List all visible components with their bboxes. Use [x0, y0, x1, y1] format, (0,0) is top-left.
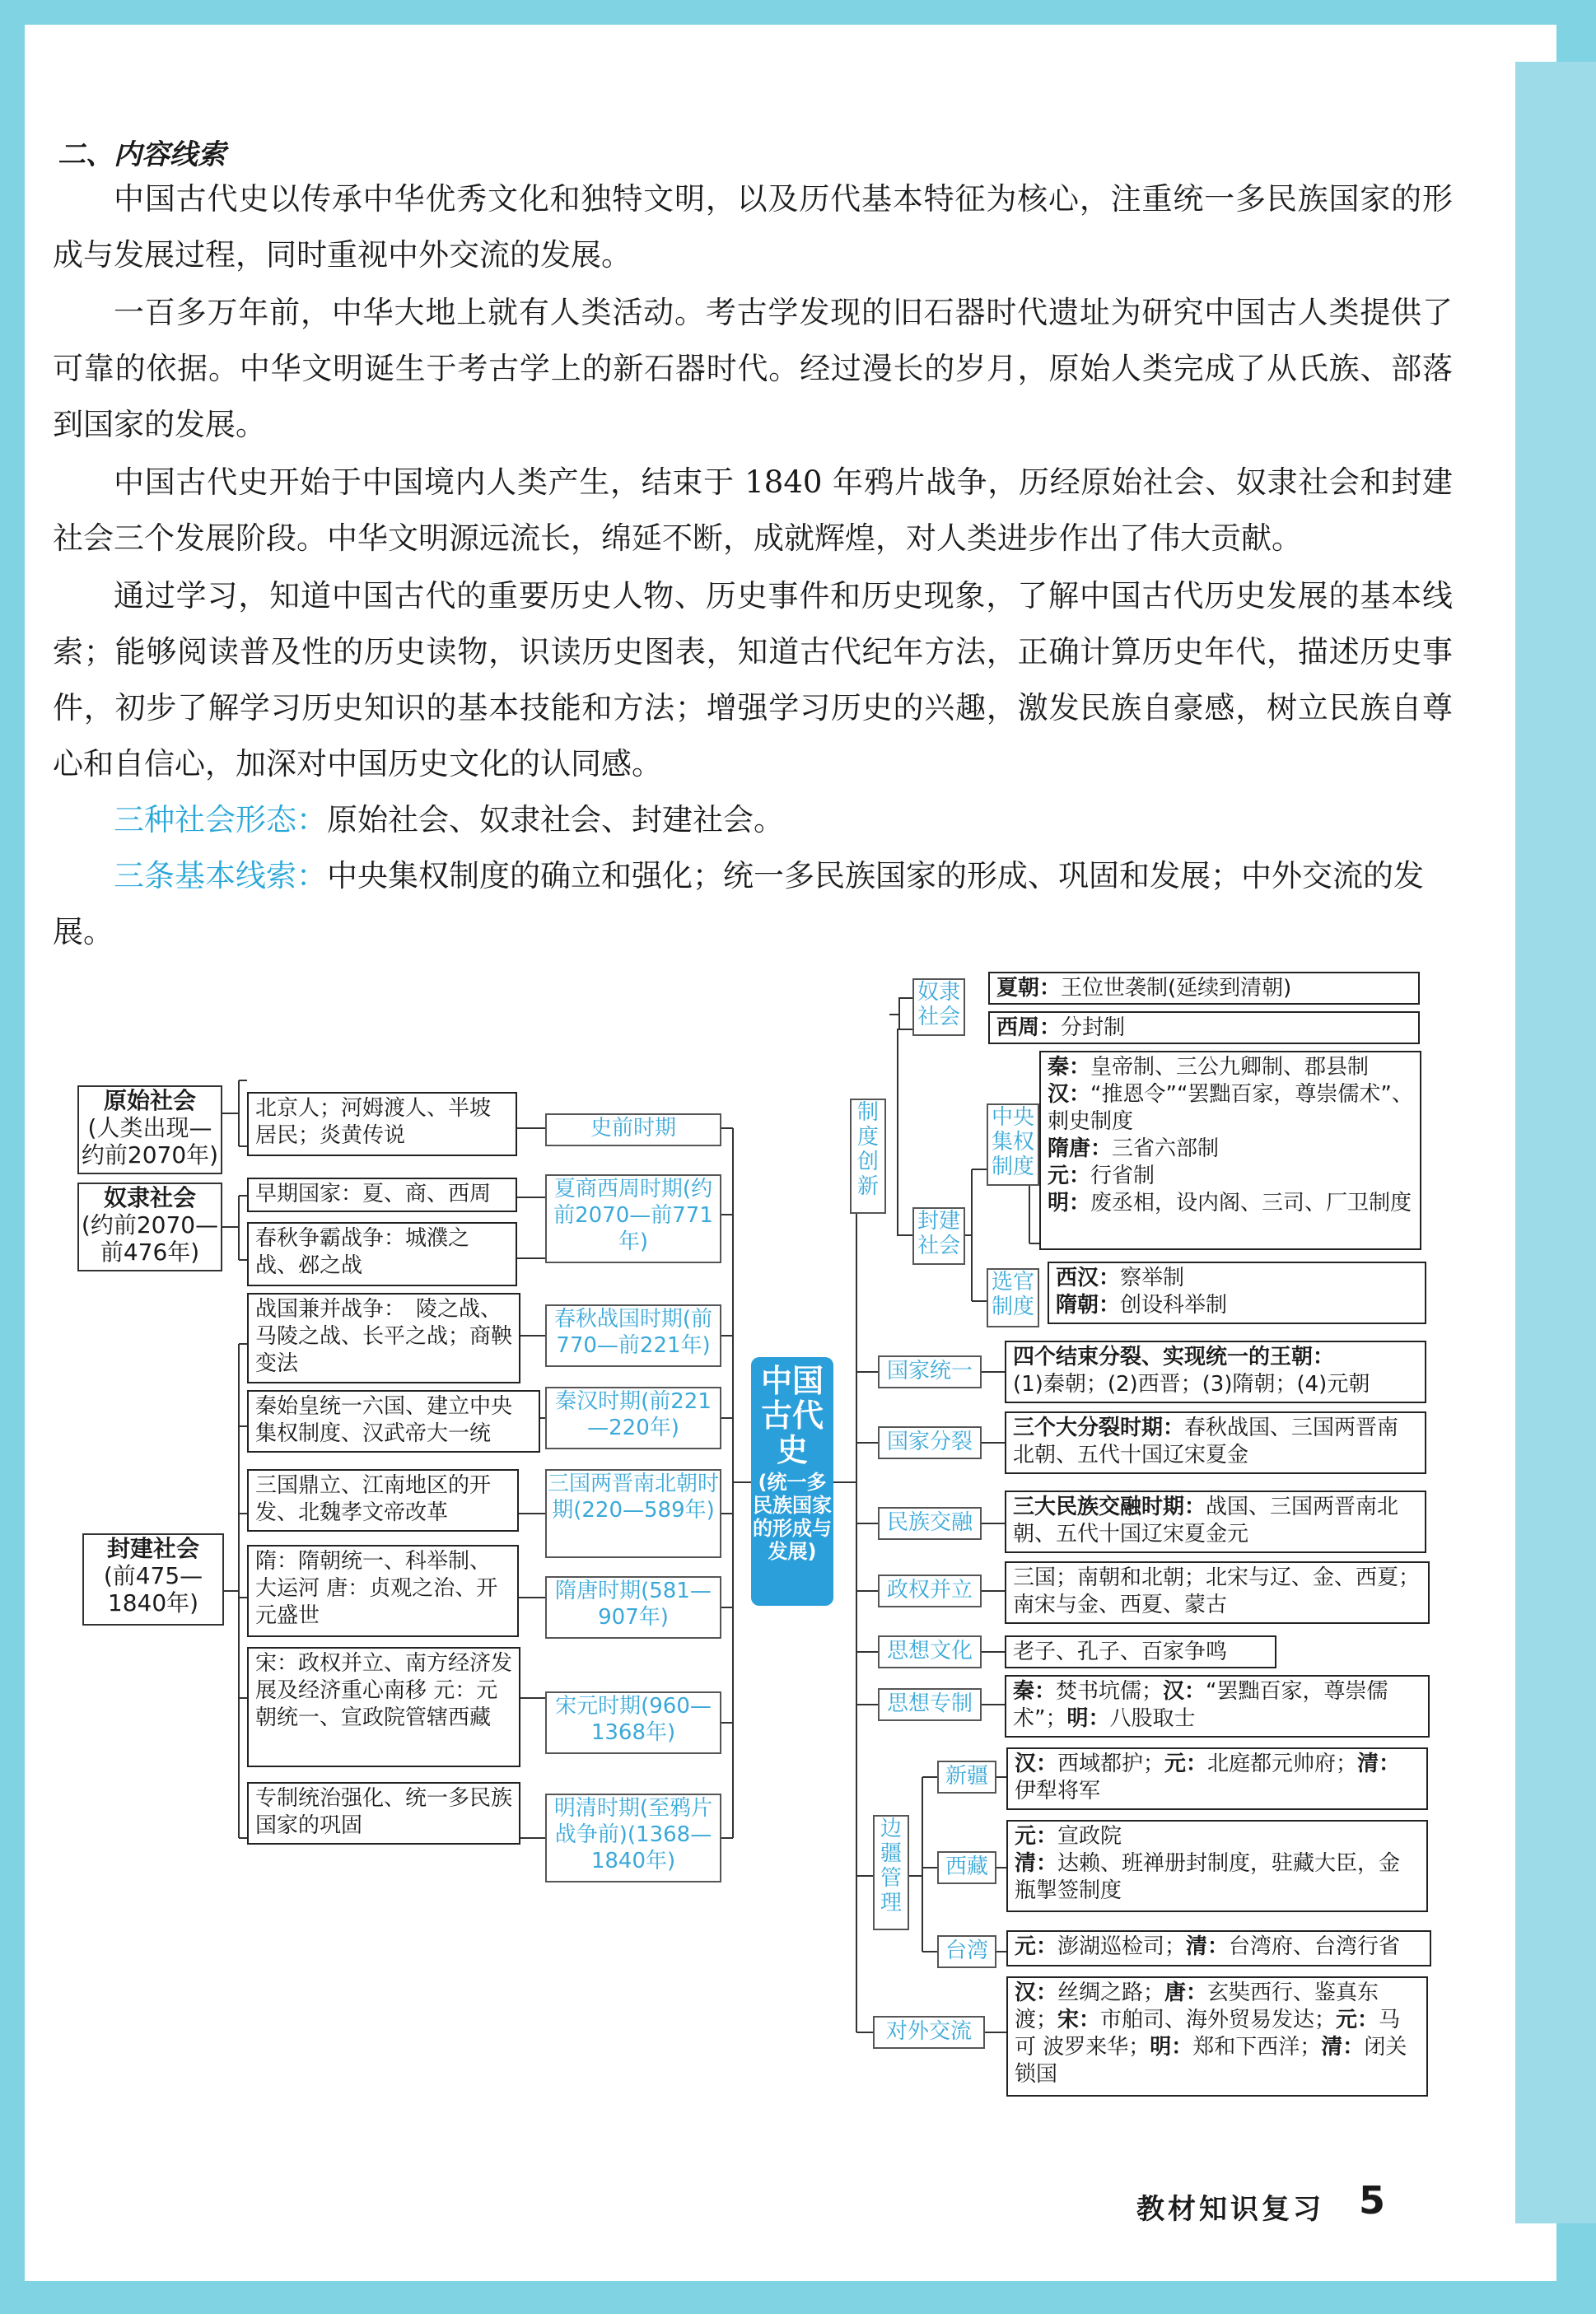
paragraph-1: 中国古代史以传承中华优秀文化和独特文明，以及历代基本特征为核心，注重统一多民族国家的形成与发展过程，同时重视中外交流的发展。 — [53, 181, 1453, 273]
fenlie-text: 春秋战国、三国两晋南北朝、五代十国辽宋夏金 — [1013, 1416, 1399, 1467]
duiwai-label: 元： — [1336, 2008, 1379, 2032]
ming-label: 明： — [1048, 1191, 1091, 1215]
period-box: 明清时期(至鸦片战争前)(1368—1840年) — [545, 1794, 721, 1882]
sixiang-box: 老子、孔子、百家争鸣 — [1005, 1635, 1276, 1668]
zhuanzhi-label: 汉： — [1163, 1679, 1206, 1704]
taiwan-label: 元： — [1015, 1934, 1058, 1959]
xizang-box — [1006, 1820, 1428, 1912]
society-note: (约前2070—前476年) — [81, 1211, 219, 1266]
tongyi-label: 四个结束分裂、实现统一的王朝： — [1013, 1345, 1335, 1369]
zhuanzhi-box — [1005, 1675, 1430, 1738]
bingli-box: 三国；南朝和北朝；北宋与辽、金、西夏；南宋与金、西夏、蒙古 — [1005, 1561, 1430, 1624]
event-box: 三国鼎立、江南地区的开发、北魏孝文帝改革 — [247, 1469, 519, 1532]
jiaorong-text: 战国、三国两晋南北朝、五代十国辽宋夏金元 — [1013, 1495, 1399, 1547]
xinjiang-text: 西域都护； — [1057, 1752, 1165, 1776]
xihan-text: 察举制 — [1120, 1266, 1185, 1290]
han-text: “推恩令”“罢黜百家，尊崇儒术”、刺史制度 — [1048, 1082, 1413, 1134]
xia-label: 夏朝： — [996, 976, 1062, 1001]
qin-line — [1048, 1054, 1413, 1081]
xizang-label: 元： — [1015, 1824, 1058, 1849]
label-tongyi: 国家统一 — [878, 1355, 982, 1388]
suichao-label: 隋朝： — [1056, 1293, 1121, 1318]
period-box: 秦汉时期(前221—220年) — [545, 1387, 721, 1449]
xinjiang-text: 北庭都元帅府； — [1207, 1752, 1358, 1776]
label-zhidu: 制度创新 — [850, 1099, 886, 1214]
xinjiang-label: 汉： — [1015, 1752, 1058, 1776]
duiwai-text: 市舶司、海外贸易发达； — [1100, 2008, 1337, 2032]
zhuanzhi-label: 明： — [1066, 1706, 1110, 1731]
page-number: 5 — [1359, 2178, 1386, 2223]
taiwan-label: 清： — [1186, 1934, 1230, 1959]
ming-line — [1048, 1190, 1413, 1217]
event-box: 战国兼并战争： 陵之战、马陵之战、长平之战；商鞅变法 — [247, 1293, 520, 1383]
zhuanzhi-label: 秦： — [1013, 1679, 1057, 1704]
society-primitive — [77, 1085, 222, 1174]
suichao-text: 创设科举制 — [1120, 1293, 1228, 1318]
label-xinjiang: 新疆 — [937, 1761, 996, 1794]
xizhou-text: 分封制 — [1061, 1015, 1126, 1040]
xinjiang-label: 清： — [1357, 1752, 1401, 1776]
key-point-text: 原始社会、奴隶社会、封建社会。 — [327, 802, 784, 837]
xuanguan-box — [1048, 1262, 1426, 1324]
label-taiwan: 台湾 — [937, 1935, 996, 1968]
suitang-text: 三省六部制 — [1112, 1136, 1220, 1161]
suichao-line — [1056, 1292, 1418, 1319]
key-point-text: 中央集权制度的确立和强化；统一多民族国家的形成、巩固和发展；中外交流的发展。 — [53, 858, 1424, 949]
event-box: 隋：隋朝统一、科举制、大运河 唐：贞观之治、开元盛世 — [247, 1545, 519, 1637]
zhuanzhi-text: “罢黜百家，尊崇儒术”； — [1013, 1679, 1388, 1731]
label-xizang: 西藏 — [937, 1851, 996, 1884]
zhongyang-box — [1039, 1051, 1421, 1250]
label-jiaorong: 民族交融 — [878, 1507, 982, 1540]
duiwai-text: 马可 波罗来华； — [1015, 2008, 1401, 2060]
label-zhongyang: 中央集权制度 — [987, 1103, 1039, 1186]
taiwan-text: 澎湖巡检司； — [1057, 1934, 1187, 1959]
duiwai-label: 汉： — [1015, 1980, 1058, 2005]
fenlie-box — [1005, 1411, 1426, 1474]
han-line — [1048, 1081, 1413, 1136]
xinjiang-box — [1006, 1747, 1428, 1810]
event-box: 春秋争霸战争：城濮之战、邲之战 — [247, 1222, 517, 1286]
event-box: 专制统治强化、统一多民族国家的巩固 — [247, 1782, 520, 1845]
period-box: 春秋战国时期(前770—前221年) — [545, 1304, 721, 1367]
yuan-text: 行省制 — [1090, 1164, 1155, 1188]
label-bingli: 政权并立 — [878, 1575, 982, 1607]
label-zhuanzhi: 思想专制 — [878, 1688, 982, 1721]
zhuanzhi-text: 八股取士 — [1109, 1706, 1196, 1731]
qin-text: 皇帝制、三公九卿制、郡县制 — [1090, 1055, 1370, 1080]
society-feudal — [82, 1533, 224, 1626]
event-box: 宋：政权并立、南方经济发展及经济重心南移 元：元朝统一、宣政院管辖西藏 — [247, 1647, 520, 1767]
xizang-line — [1015, 1850, 1420, 1905]
center-subtitle: (统一多民族国家的形成与发展) — [753, 1471, 832, 1563]
xizhou-label: 西周： — [996, 1015, 1062, 1040]
paragraph-4: 通过学习，知道中国古代的重要历史人物、历史事件和历史现象，了解中国古代历史发展的基本线索；能够阅读普及性的历史读物，识读历史图表，知道古代纪年方法，正确计算历史年代，描述历史事件，初步了解学习历史知识的基本技能和方法；增强学习历史的兴趣，激发民族自豪感，树立民族自尊心和自信心，加深对中国历史文化的认同感。 — [53, 578, 1453, 781]
label-sixiang: 思想文化 — [878, 1635, 982, 1668]
label-nuli: 奴隶社会 — [912, 978, 965, 1036]
xizhou-box — [988, 1011, 1420, 1044]
tongyi-box — [1005, 1341, 1426, 1403]
period-box: 三国两晋南北朝时期(220—589年) — [545, 1469, 721, 1558]
event-box: 秦始皇统一六国、建立中央集权制度、汉武帝大一统 — [247, 1390, 540, 1453]
duiwai-label: 清： — [1321, 2035, 1365, 2060]
suitang-label: 隋唐： — [1048, 1136, 1113, 1161]
society-note: (前475—1840年) — [103, 1562, 203, 1617]
event-box: 早期国家：夏、商、西周 — [247, 1178, 517, 1212]
fenlie-label: 三个大分裂时期： — [1013, 1416, 1185, 1440]
period-box: 夏商西周时期(约前2070—前771年) — [545, 1174, 721, 1263]
society-note: (人类出现—约前2070年) — [81, 1114, 219, 1169]
period-box: 宋元时期(960—1368年) — [545, 1691, 721, 1754]
period-box: 隋唐时期(581—907年) — [545, 1576, 721, 1639]
society-name: 封建社会 — [106, 1535, 199, 1562]
duiwai-label: 宋： — [1057, 2008, 1101, 2032]
xihan-line — [1056, 1265, 1418, 1292]
society-name: 原始社会 — [103, 1087, 196, 1114]
jiaorong-label: 三大民族交融时期： — [1013, 1495, 1206, 1519]
key-point-label: 三种社会形态： — [114, 802, 327, 837]
period-box: 史前时期 — [545, 1113, 721, 1146]
xia-box — [988, 972, 1420, 1005]
tongyi-text: (1)秦朝；(2)西晋；(3)隋朝；(4)元朝 — [1013, 1372, 1370, 1397]
key-point-label: 三条基本线索： — [114, 858, 327, 893]
duiwai-text: 闭关锁国 — [1015, 2035, 1407, 2087]
suitang-line — [1048, 1136, 1413, 1163]
label-fengjian: 封建社会 — [912, 1207, 965, 1265]
society-slave — [77, 1183, 222, 1271]
section-title: 二、内容线索 — [58, 138, 226, 171]
center-title: 中国古代史 — [760, 1363, 824, 1468]
label-bianjiang: 边疆管理 — [873, 1815, 909, 1930]
label-fenlie: 国家分裂 — [878, 1426, 982, 1459]
taiwan-box — [1006, 1930, 1431, 1966]
zhuanzhi-text: 焚书坑儒； — [1056, 1679, 1164, 1704]
label-duiwai: 对外交流 — [873, 2016, 985, 2049]
xizang-text: 宣政院 — [1057, 1824, 1122, 1849]
yuan-line — [1048, 1163, 1413, 1190]
jiaorong-box — [1005, 1491, 1426, 1553]
yuan-label: 元： — [1048, 1164, 1091, 1188]
xizang-line — [1015, 1823, 1420, 1850]
han-label: 汉： — [1048, 1082, 1091, 1107]
xinjiang-text: 伊犁将军 — [1015, 1779, 1101, 1803]
xizang-label: 清： — [1015, 1851, 1058, 1876]
event-box: 北京人；河姆渡人、半坡居民；炎黄传说 — [247, 1092, 517, 1156]
qin-label: 秦： — [1048, 1055, 1091, 1080]
label-xuanguan: 选官制度 — [987, 1268, 1039, 1327]
center-topic — [751, 1357, 833, 1606]
xizang-text: 达赖、班禅册封制度，驻藏大臣，金瓶掣签制度 — [1015, 1851, 1401, 1903]
paragraph-3: 中国古代史开始于中国境内人类产生，结束于 1840 年鸦片战争，历经原始社会、奴隶社会和封建社会三个发展阶段。中华文明源远流长，绵延不断，成就辉煌，对人类进步作出了伟大贡献。 — [53, 464, 1453, 556]
paragraph-2: 一百多万年前，中华大地上就有人类活动。考古学发现的旧石器时代遗址为研究中国古人类提供了可靠的依据。中华文明诞生于考古学上的新石器时代。经过漫长的岁月，原始人类完成了从氏族、部落到国家的发展。 — [53, 295, 1453, 442]
xia-text: 王位世袭制(延续到清朝) — [1061, 976, 1292, 1001]
duiwai-text: 玄奘西行、鉴真东渡； — [1015, 1980, 1379, 2032]
footer-label: 教材知识复习 — [1136, 2193, 1324, 2226]
duiwai-box — [1006, 1976, 1428, 2097]
duiwai-label: 明： — [1150, 2035, 1193, 2060]
ming-text: 废丞相，设内阁、三司、厂卫制度 — [1090, 1191, 1412, 1215]
taiwan-text: 台湾府、台湾行省 — [1229, 1934, 1401, 1959]
duiwai-label: 唐： — [1164, 1980, 1208, 2005]
duiwai-text: 郑和下西洋； — [1192, 2035, 1322, 2060]
xinjiang-label: 元： — [1164, 1752, 1208, 1776]
duiwai-text: 丝绸之路； — [1057, 1980, 1165, 2005]
society-name: 奴隶社会 — [103, 1184, 196, 1211]
xihan-label: 西汉： — [1056, 1266, 1121, 1290]
